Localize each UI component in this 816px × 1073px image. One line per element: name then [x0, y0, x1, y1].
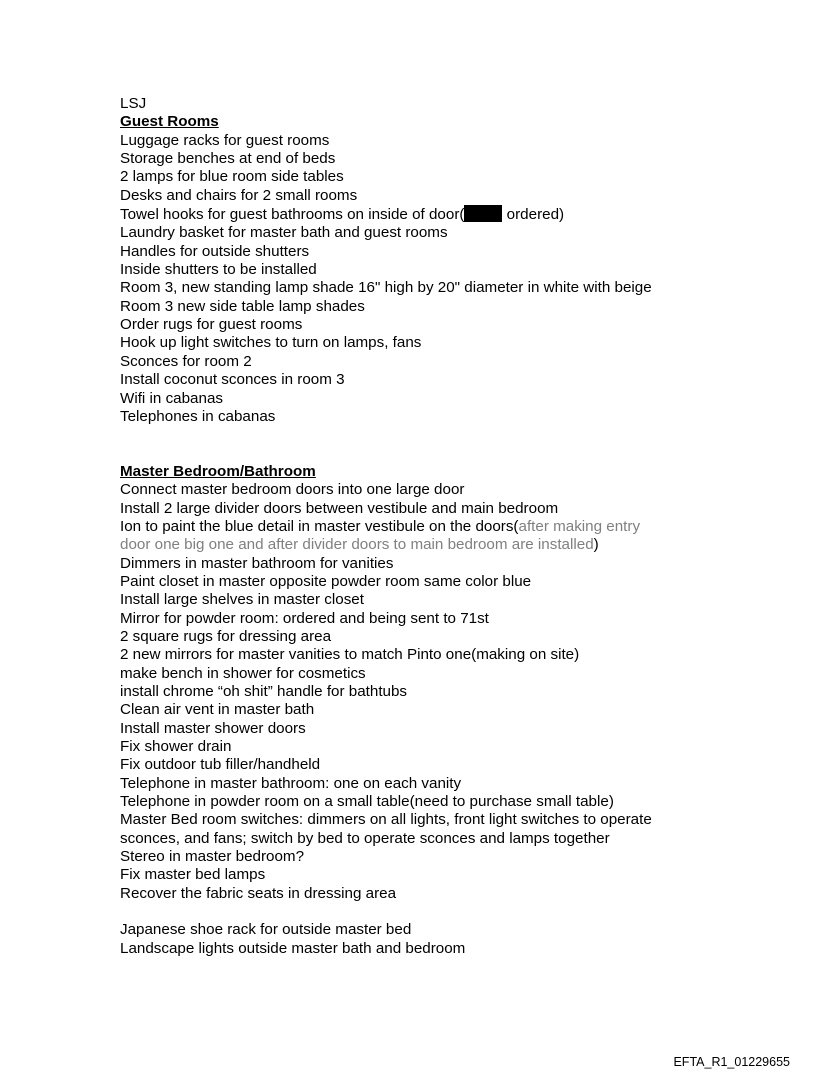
list-item: Clean air vent in master bath — [120, 701, 315, 719]
list-item-towel-hooks — [120, 205, 760, 224]
list-item: Telephones in cabanas — [120, 407, 276, 425]
guest-rooms-heading: Guest Rooms — [120, 113, 219, 131]
list-item: Paint closet in master opposite powder room same color blue — [120, 572, 532, 590]
guest-rooms-list — [120, 132, 760, 427]
list-item: Sconces for room 2 — [120, 352, 252, 370]
redaction-box — [464, 205, 502, 222]
towel-hooks-text: Towel hooks for guest bathrooms on inside of door( — [120, 206, 465, 224]
list-item: sconces, and fans; switch by bed to operate sconces and lamps together — [120, 829, 610, 847]
list-item: Hook up light switches to turn on lamps, fans — [120, 334, 422, 352]
list-item: Landscape lights outside master bath and bedroom — [120, 939, 466, 957]
list-item: Mirror for powder room: ordered and being sent to 71st — [120, 609, 489, 627]
ion-paint-close: ) — [593, 536, 599, 554]
document-id: EFTA_R1_01229655 — [673, 1055, 790, 1069]
list-item: Handles for outside shutters — [120, 242, 310, 260]
list-item: Install large shelves in master closet — [120, 591, 364, 609]
list-item: Storage benches at end of beds — [120, 150, 336, 168]
document-body — [120, 95, 760, 958]
list-item: Fix outdoor tub filler/handheld — [120, 756, 321, 774]
list-item: Connect master bedroom doors into one large door — [120, 481, 465, 499]
final-list — [120, 921, 760, 958]
list-item-ion-paint — [120, 518, 760, 536]
header-label: LSJ — [120, 95, 147, 112]
section-gap — [120, 903, 760, 921]
ion-paint-note: after making entry — [518, 517, 641, 535]
ion-paint-text: Ion to paint the blue detail in master vestibule on the doors( — [120, 517, 519, 535]
list-item: make bench in shower for cosmetics — [120, 664, 366, 682]
list-item: Telephone in master bathroom: one on each vanity — [120, 774, 462, 792]
list-item: 2 square rugs for dressing area — [120, 627, 332, 645]
list-item: Master Bed room switches: dimmers on all lights, front light switches to operate — [120, 811, 652, 829]
list-item: Install 2 large divider doors between vestibule and main bedroom — [120, 499, 559, 517]
list-item: Recover the fabric seats in dressing area — [120, 884, 397, 902]
list-item: Fix shower drain — [120, 738, 232, 756]
list-item: Room 3 new side table lamp shades — [120, 297, 365, 315]
list-item: Install master shower doors — [120, 719, 306, 737]
master-heading: Master Bedroom/Bathroom — [120, 462, 316, 480]
list-item: Japanese shoe rack for outside master bed — [120, 921, 412, 939]
list-item: 2 lamps for blue room side tables — [120, 168, 344, 186]
list-item: Fix master bed lamps — [120, 866, 266, 884]
list-item: Telephone in powder room on a small table(need to purchase small table) — [120, 793, 614, 811]
list-item: Room 3, new standing lamp shade 16" high by 20" diameter in white with beige — [120, 279, 652, 297]
list-item: Desks and chairs for 2 small rooms — [120, 186, 358, 204]
towel-hooks-text-end: ordered) — [502, 206, 565, 224]
section-gap — [120, 426, 760, 463]
list-item: Order rugs for guest rooms — [120, 316, 303, 334]
list-item-ion-paint-cont — [120, 536, 760, 554]
list-item: Inside shutters to be installed — [120, 261, 317, 279]
ion-paint-note-cont: door one big one and after divider doors to main bedroom are installed — [120, 536, 594, 554]
list-item: 2 new mirrors for master vanities to match Pinto one(making on site) — [120, 646, 580, 664]
list-item: Stereo in master bedroom? — [120, 848, 305, 866]
list-item: Laundry basket for master bath and guest rooms — [120, 224, 448, 242]
list-item: Luggage racks for guest rooms — [120, 131, 330, 149]
list-item: Dimmers in master bathroom for vanities — [120, 554, 394, 572]
list-item: Wifi in cabanas — [120, 389, 223, 407]
list-item: install chrome “oh shit” handle for bathtubs — [120, 683, 408, 700]
list-item: Install coconut sconces in room 3 — [120, 371, 345, 389]
master-list — [120, 481, 760, 903]
